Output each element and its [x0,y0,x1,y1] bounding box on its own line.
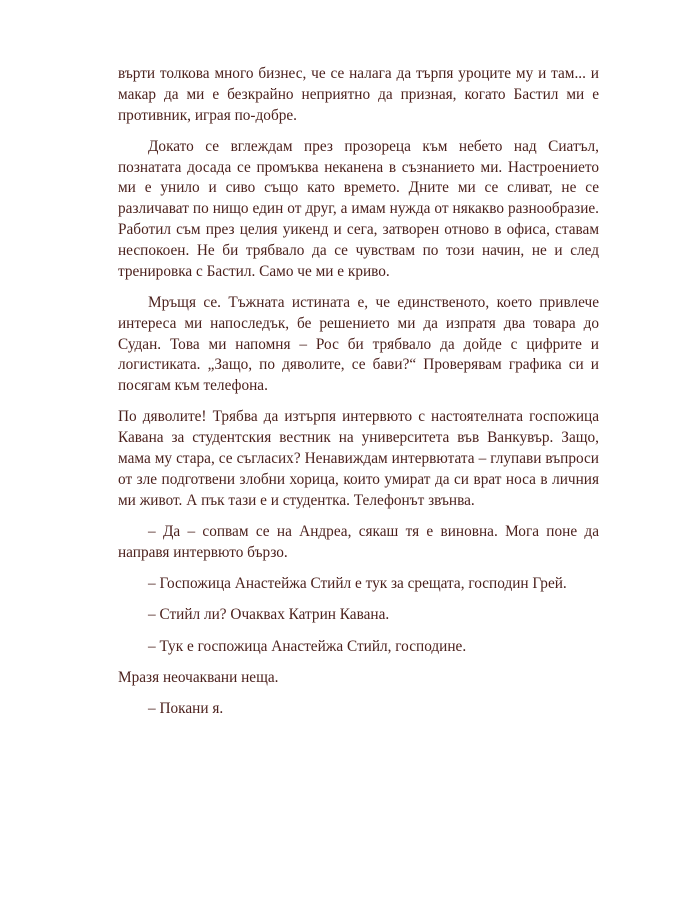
body-text [118,64,599,731]
paragraph: Мразя неочаквани неща. [118,668,279,686]
paragraph: Мръщя се. Тъжната истината е, че единственото, което привлече интереса ми напоследък, бе решението ми да изпратя два товара до Судан. Това ми напомня – Рос би трябвало да дойде с цифрите и логистиката. „Защо, по дяволите, се бави?“ Проверявам графика си и посягам към телефона. [118,293,599,395]
dialogue-line: – Госпожица Анастейжа Стийл е тук за срещата, господин Грей. [148,575,567,593]
dialogue-line: – Тук е госпожица Анастейжа Стийл, господине. [148,637,467,655]
dialogue-line: – Покани я. [148,700,224,718]
paragraph: Докато се вглеждам през прозореца към небето над Сиатъл, познатата досада се промъква неканена в съзнанието ми. Настроението ми е унило и сиво също като времето. Дните ми се сливат, не се различават по нищо един от друг, а имам нужда от някакво разнообразие. Работил съм през целия уикенд и сега, затворен отново в офиса, ставам неспокоен. Не би трябвало да се чувствам по този начин, не и след тренировка с Бастил. Само че ми е криво. [118,137,599,280]
paragraph: По дяволите! Трябва да изтърпя интервюто с настоятелната госпожица Кавана за студентския вестник на университета във Ванкувър. Защо, мама му стара, се съгласих? Ненавиждам интервютата – глупави въпроси от зле подготвени злобни хорица, които умират да си врат носа в личния ми живот. А пък тази е и студентка. Телефонът звънва. [118,408,599,509]
dialogue-line: – Да – сопвам се на Андреа, сякаш тя е виновна. Мога поне да направя интервюто бързо. [118,522,599,561]
paragraph: върти толкова много бизнес, че се налага да търпя уроците му и там... и макар да ми е безкрайно неприятно да призная, когато Бастил ми е противник, играя по-добре. [118,65,599,124]
dialogue-line: – Стийл ли? Очаквах Катрин Кавана. [148,606,390,624]
